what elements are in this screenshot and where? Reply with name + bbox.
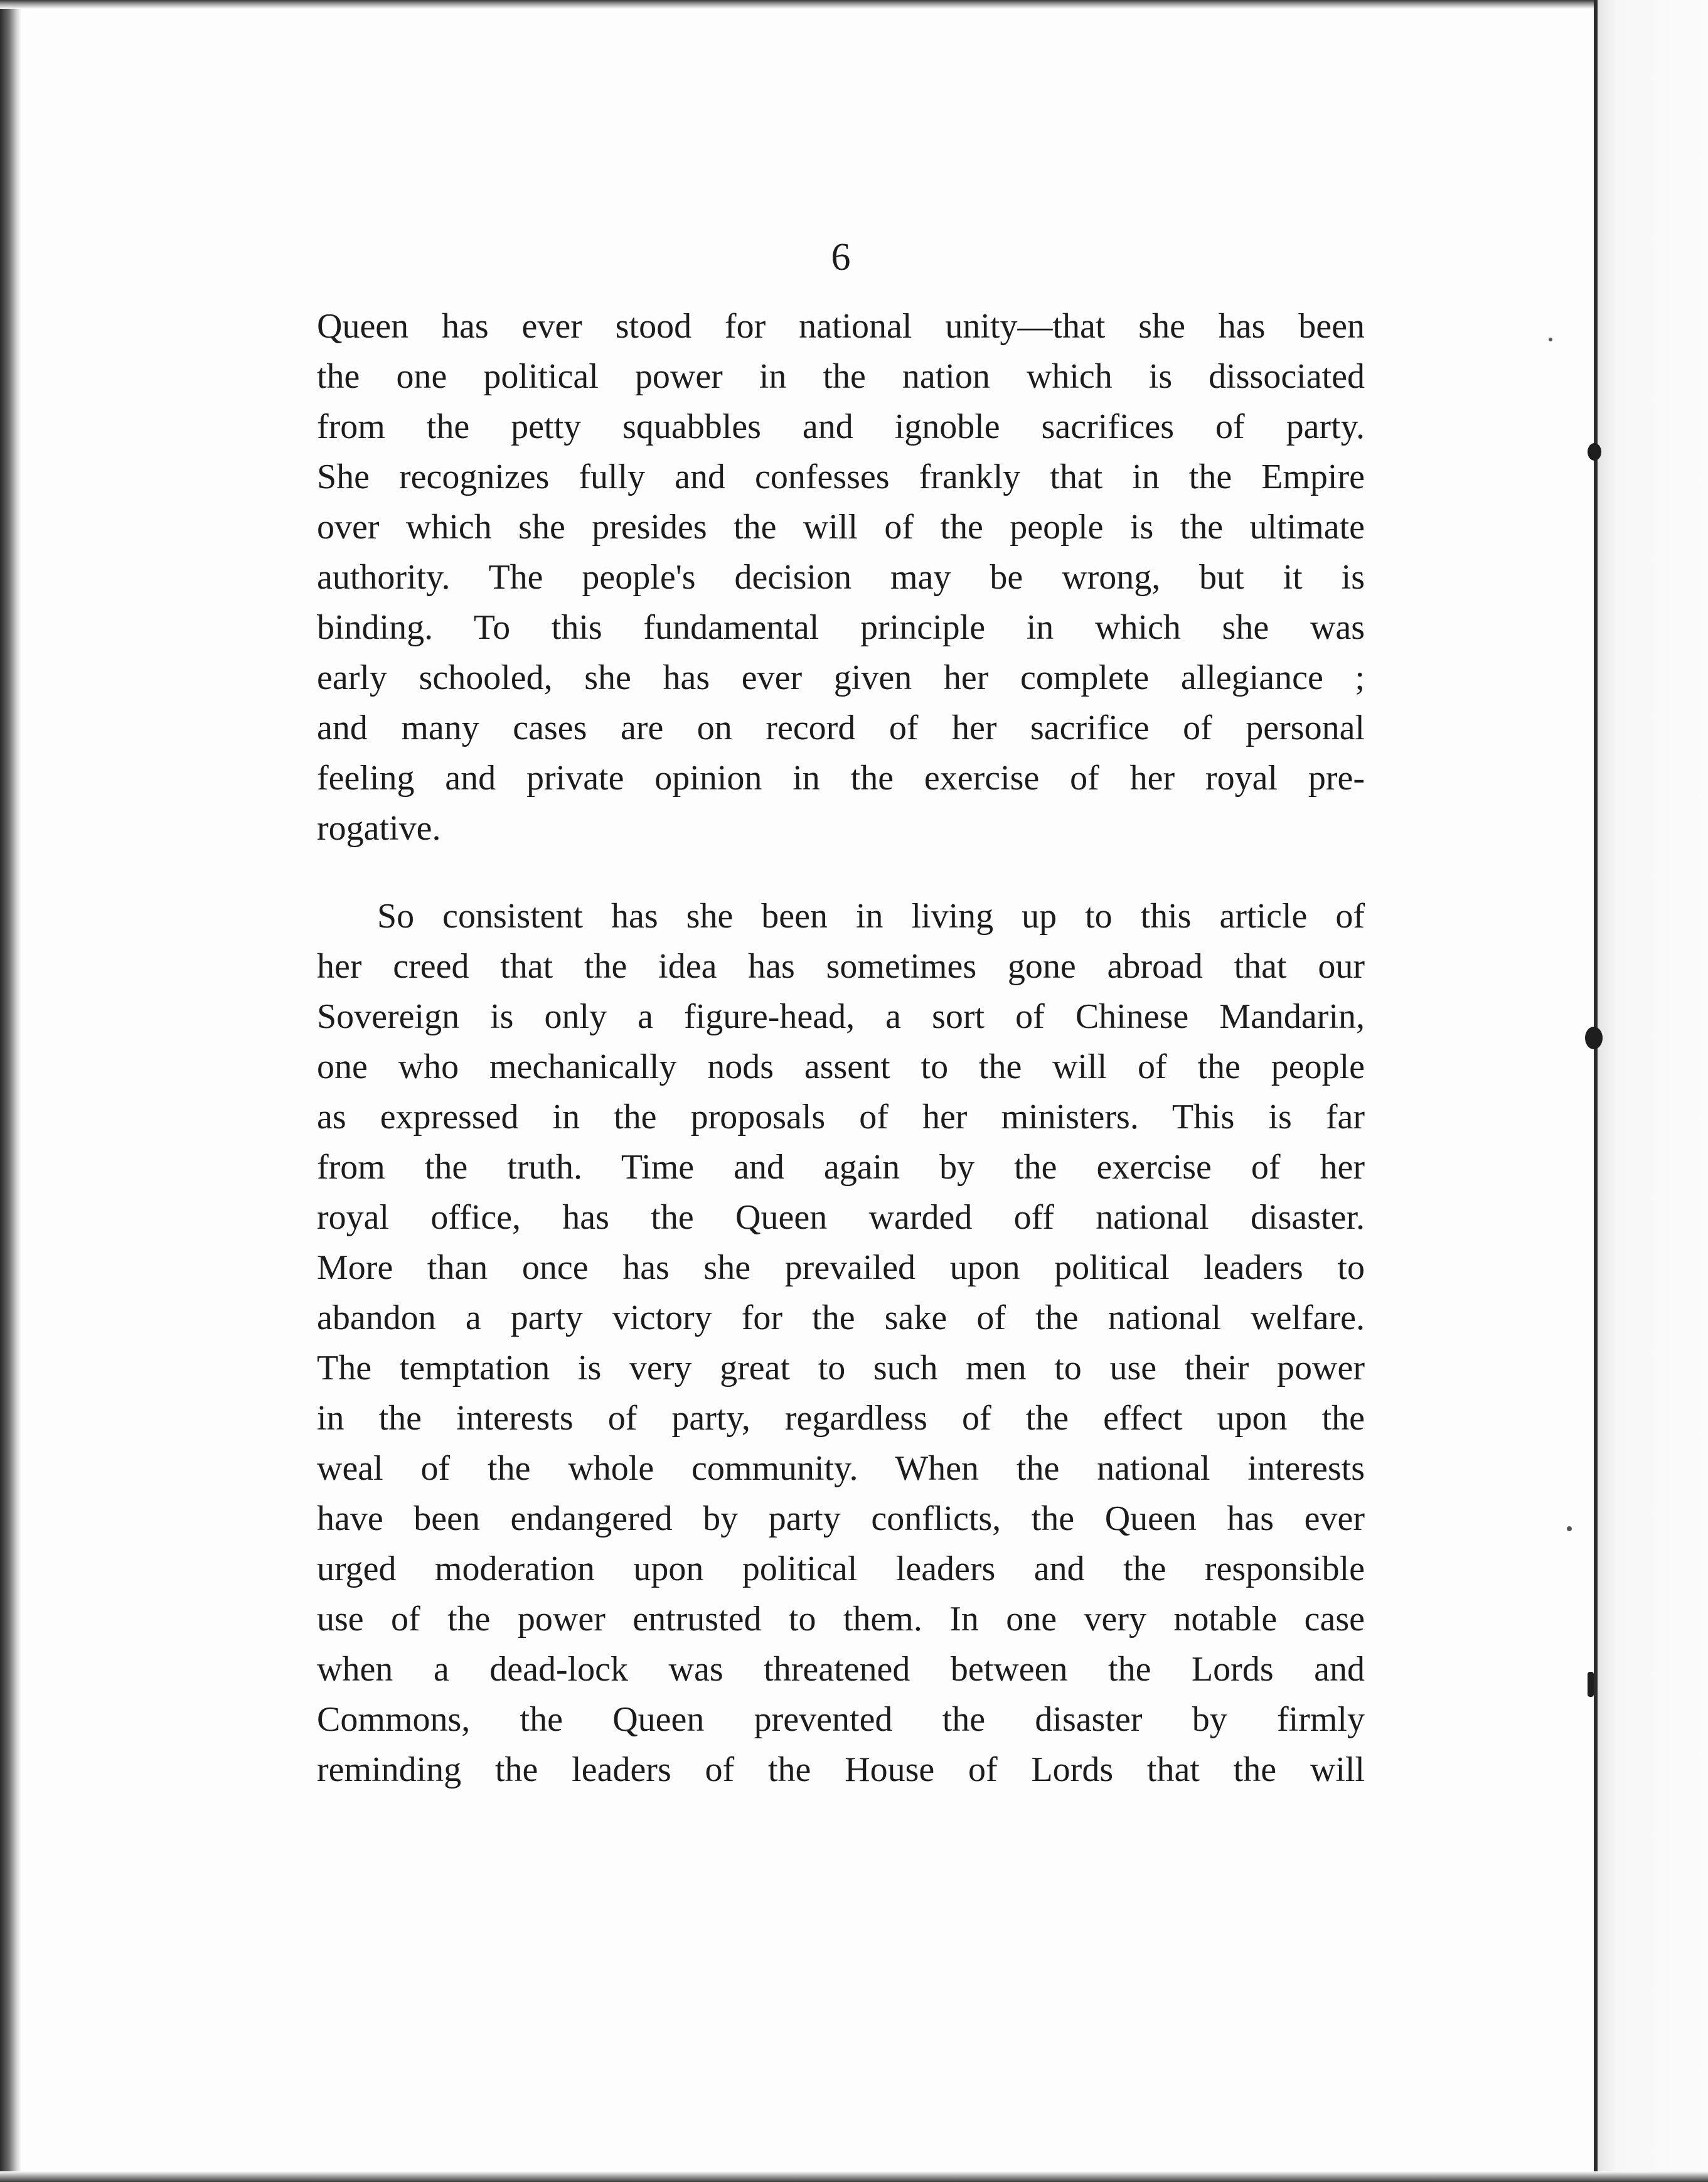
page-left-edge-shadow: [0, 0, 21, 2182]
paragraph-2: [317, 891, 1365, 1795]
text-line: and many cases are on record of her sacrifice of personal: [317, 709, 1365, 747]
text-line: The temptation is very great to such men to use their power: [317, 1349, 1365, 1388]
text-line: weal of the whole community. When the national interests: [317, 1449, 1365, 1488]
text-line: feeling and private opinion in the exercise of her royal pre-: [317, 759, 1365, 798]
text-line: More than once has she prevailed upon political leaders to: [317, 1248, 1365, 1287]
text-line: the one political power in the nation which is dissociated: [317, 357, 1365, 396]
text-line: when a dead-lock was threatened between the Lords and: [317, 1650, 1365, 1689]
paragraph-1: [317, 301, 1365, 853]
binding-hole: [1585, 1027, 1603, 1049]
text-line: abandon a party victory for the sake of the national welfare.: [317, 1298, 1365, 1337]
text-line: royal office, has the Queen warded off national disaster.: [317, 1198, 1365, 1237]
text-line: in the interests of party, regardless of the effect upon the: [317, 1399, 1365, 1438]
binding-hole: [1588, 443, 1601, 461]
text-line: from the truth. Time and again by the exercise of her: [317, 1148, 1365, 1187]
text-line: her creed that the idea has sometimes gone abroad that our: [317, 947, 1365, 986]
text-line: reminding the leaders of the House of Lords that the will: [317, 1750, 1365, 1789]
text-line: use of the power entrusted to them. In one very notable case: [317, 1600, 1365, 1639]
text-line: from the petty squabbles and ignoble sacrifices of party.: [317, 407, 1365, 446]
binding-shadow: [1598, 0, 1708, 2182]
text-line: binding. To this fundamental principle in which she was: [317, 608, 1365, 647]
scan-speck: [1567, 1526, 1572, 1531]
text-line: So consistent has she been in living up to this article of: [377, 897, 1365, 936]
text-line: Queen has ever stood for national unity—that she has been: [317, 307, 1365, 346]
scan-speck: [1549, 338, 1552, 341]
text-line: authority. The people's decision may be wrong, but it is: [317, 558, 1365, 597]
page-bottom-edge-shadow: [0, 2171, 1708, 2182]
text-line: over which she presides the will of the people is the ultimate: [317, 508, 1365, 547]
page-top-edge-shadow: [0, 0, 1708, 9]
binding-hole: [1588, 1672, 1594, 1697]
text-line: one who mechanically nods assent to the will of the people: [317, 1047, 1365, 1086]
text-line: have been endangered by party conflicts, the Queen has ever: [317, 1499, 1365, 1538]
text-line: Commons, the Queen prevented the disaster by firmly: [317, 1700, 1365, 1739]
text-line: rogative.: [317, 809, 441, 848]
binding-edge: [1594, 0, 1598, 2182]
text-line: Sovereign is only a figure-head, a sort of Chinese Mandarin,: [317, 997, 1365, 1036]
page-number: 6: [831, 236, 851, 279]
text-line: as expressed in the proposals of her ministers. This is far: [317, 1098, 1365, 1136]
text-line: early schooled, she has ever given her complete allegiance ;: [317, 658, 1365, 697]
text-line: She recognizes fully and confesses frankly that in the Empire: [317, 457, 1365, 496]
text-line: urged moderation upon political leaders and the responsible: [317, 1549, 1365, 1588]
